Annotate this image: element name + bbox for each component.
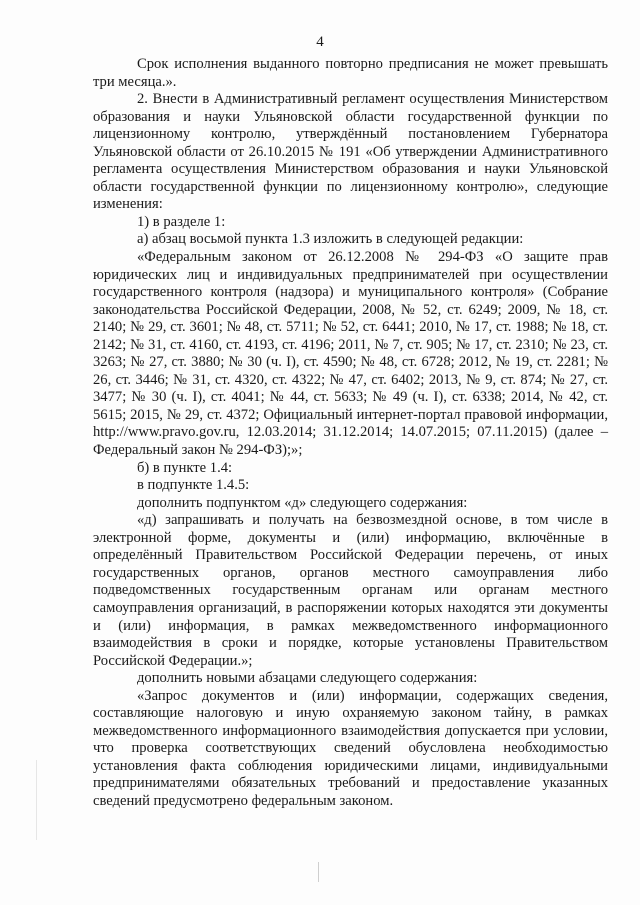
paragraph: «д) запрашивать и получать на безвозмездной основе, в том числе в электронной форме, документы и (или) информацию, включённые в определённый Правительством Российской Федерации перечень, от иных государственных органов, органов местного самоуправления либо подведомственных государственным органам или органам местного самоуправления организаций, в распоряжении которых находятся эти документы и (или) информация, в рамках межведомственного информационного взаимодействия в сроки и порядке, которые установлены Правительством Российской Федерации.»; — [93, 512, 608, 669]
paragraph: 1) в разделе 1: — [137, 213, 226, 230]
paragraph: дополнить подпунктом «д» следующего содержания: — [137, 494, 468, 511]
paragraph: Срок исполнения выданного повторно предписания не может превышать три месяца.». — [93, 56, 608, 90]
page-number: 4 — [316, 34, 324, 50]
scan-artifact-line — [318, 862, 319, 882]
paragraph: в подпункте 1.4.5: — [137, 477, 250, 494]
document-body — [93, 56, 608, 811]
paragraph: дополнить новыми абзацами следующего содержания: — [137, 670, 478, 687]
paragraph: 2. Внести в Административный регламент осуществления Министерством образования и науки Ульяновской области государственной функции по лицензионному контролю, утверждённый постановлением Губернатора Ульяновской области от 26.10.2015 № 191 «Об утверждении Административного регламента осуществления Министерством образования и науки Ульяновской области государственной функции по лицензионному контролю», следующие изменения: — [93, 91, 608, 213]
paragraph: «Запрос документов и (или) информации, содержащих сведения, составляющие налоговую и иную охраняемую законом тайну, в рамках межведомственного информационного взаимодействия допускается при условии, что проверка соответствующих сведений обусловлена необходимостью установления факта соблюдения юридическими лицами, индивидуальными предпринимателями обязательных требований и предоставление указанных сведений предусмотрено федеральным законом. — [93, 687, 608, 809]
paragraph: б) в пункте 1.4: — [137, 459, 233, 476]
paragraph: «Федеральным законом от 26.12.2008 № 294-ФЗ «О защите прав юридических лиц и индивидуальных предпринимателей при осуществлении государственного контроля (надзора) и муниципального контроля» (Собрание законодательства Российской Федерации, 2008, № 52, ст. 6249; 2009, № 18, ст. 2140; № 29, ст. 3601; № 48, ст. 5711; № 52, ст. 6441; 2010, № 17, ст. 1988; № 18, ст. 2142; № 31, ст. 4160, ст. 4193, ст. 4196; 2011, № 7, ст. 905; № 17, ст. 2310; № 23, ст. 3263; № 27, ст. 3880; № 30 (ч. I), ст. 4590; № 48, ст. 6728; 2012, № 19, ст. 2281; № 26, ст. 3446; № 31, ст. 4320, ст. 4322; № 47, ст. 6402; 2013, № 9, ст. 874; № 27, ст. 3477; № 30 (ч. I), ст. 4041; № 44, ст. 5633; № 49 (ч. I), ст. 6338; 2014, № 42, ст. 5615; 2015, № 29, ст. 4372; Официальный интернет-портал правовой информации, http://www.pravo.gov.ru, 12.03.2014; 31.12.2014; 14.07.2015; 07.11.2015) (далее – Федеральный закон № 294-ФЗ);»; — [93, 249, 608, 459]
paragraph: а) абзац восьмой пункта 1.3 изложить в следующей редакции: — [137, 231, 524, 248]
scan-artifact-line — [36, 760, 37, 840]
